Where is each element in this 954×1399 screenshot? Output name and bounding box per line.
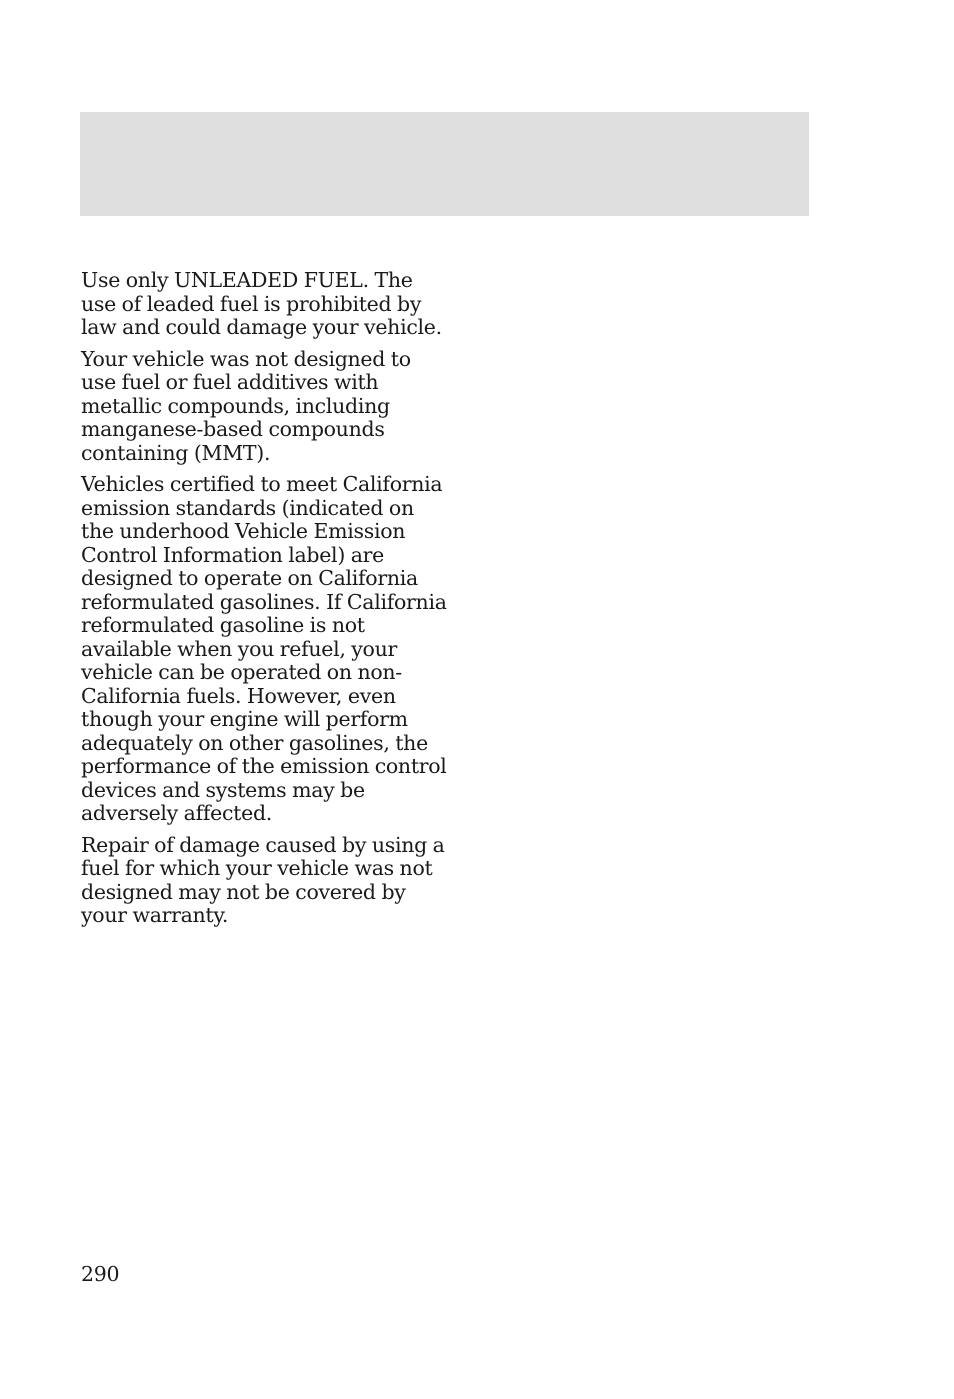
paragraph-fuel-additives: Your vehicle was not designed to use fuel or fuel additives with metallic compounds, including manganese-based compounds containing (MMT). xyxy=(81,346,411,465)
paragraph-california-emissions: Vehicles certified to meet California emission standards (indicated on the underhood Vehicle Emission Control Information label) are designed to operate on California reformulated gasolines. If California reformulated gasoline is not available when you refuel, your vehicle can be operated on non-California fuels. However, even though your engine will perform adequately on other gasolines, the performance of the emission control devices and systems may be adversely affected. xyxy=(81,472,447,825)
body-text xyxy=(81,269,451,936)
section-header-band xyxy=(80,112,809,216)
paragraph-warranty: Repair of damage caused by using a fuel for which your vehicle was not designed may not be covered by your warranty. xyxy=(81,832,445,927)
page-number: 290 xyxy=(81,1262,120,1286)
paragraph-unleaded-fuel: Use only UNLEADED FUEL. The use of leaded fuel is prohibited by law and could damage your vehicle. xyxy=(81,268,442,339)
